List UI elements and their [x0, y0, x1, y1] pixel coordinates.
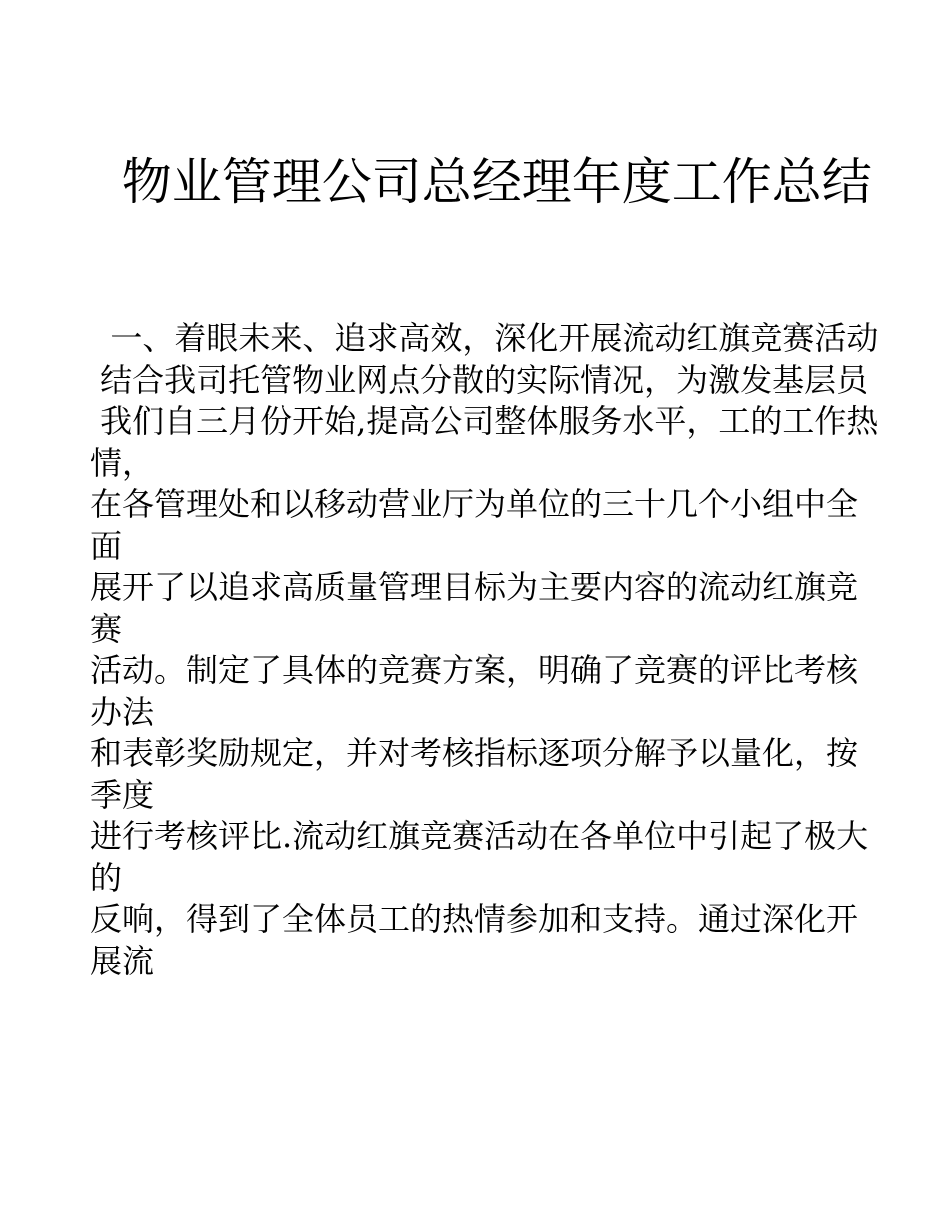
paragraph: 我们自三月份开始,提高公司整体服务水平，工的工作热情，	[90, 402, 879, 482]
paragraph: 展开了以追求高质量管理目标为主要内容的流动红旗竞赛	[90, 568, 859, 648]
document-body	[90, 318, 880, 982]
paragraph: 进行考核评比.流动红旗竞赛活动在各单位中引起了极大的	[90, 817, 869, 897]
paragraph: 反响，得到了全体员工的热情参加和支持。通过深化开展流	[90, 900, 859, 980]
paragraph: 活动。制定了具体的竞赛方案，明确了竞赛的评比考核办法	[90, 651, 859, 731]
document-title: 物业管理公司总经理年度工作总结	[90, 153, 872, 211]
paragraph: 一、着眼未来、追求高效，深化开展流动红旗竞赛活动	[90, 319, 879, 357]
paragraph: 结合我司托管物业网点分散的实际情况，为激发基层员	[90, 360, 869, 399]
paragraph: 和表彰奖励规定，并对考核指标逐项分解予以量化，按季度	[90, 734, 859, 814]
paragraph: 在各管理处和以移动营业厅为单位的三十几个小组中全面	[90, 485, 859, 565]
